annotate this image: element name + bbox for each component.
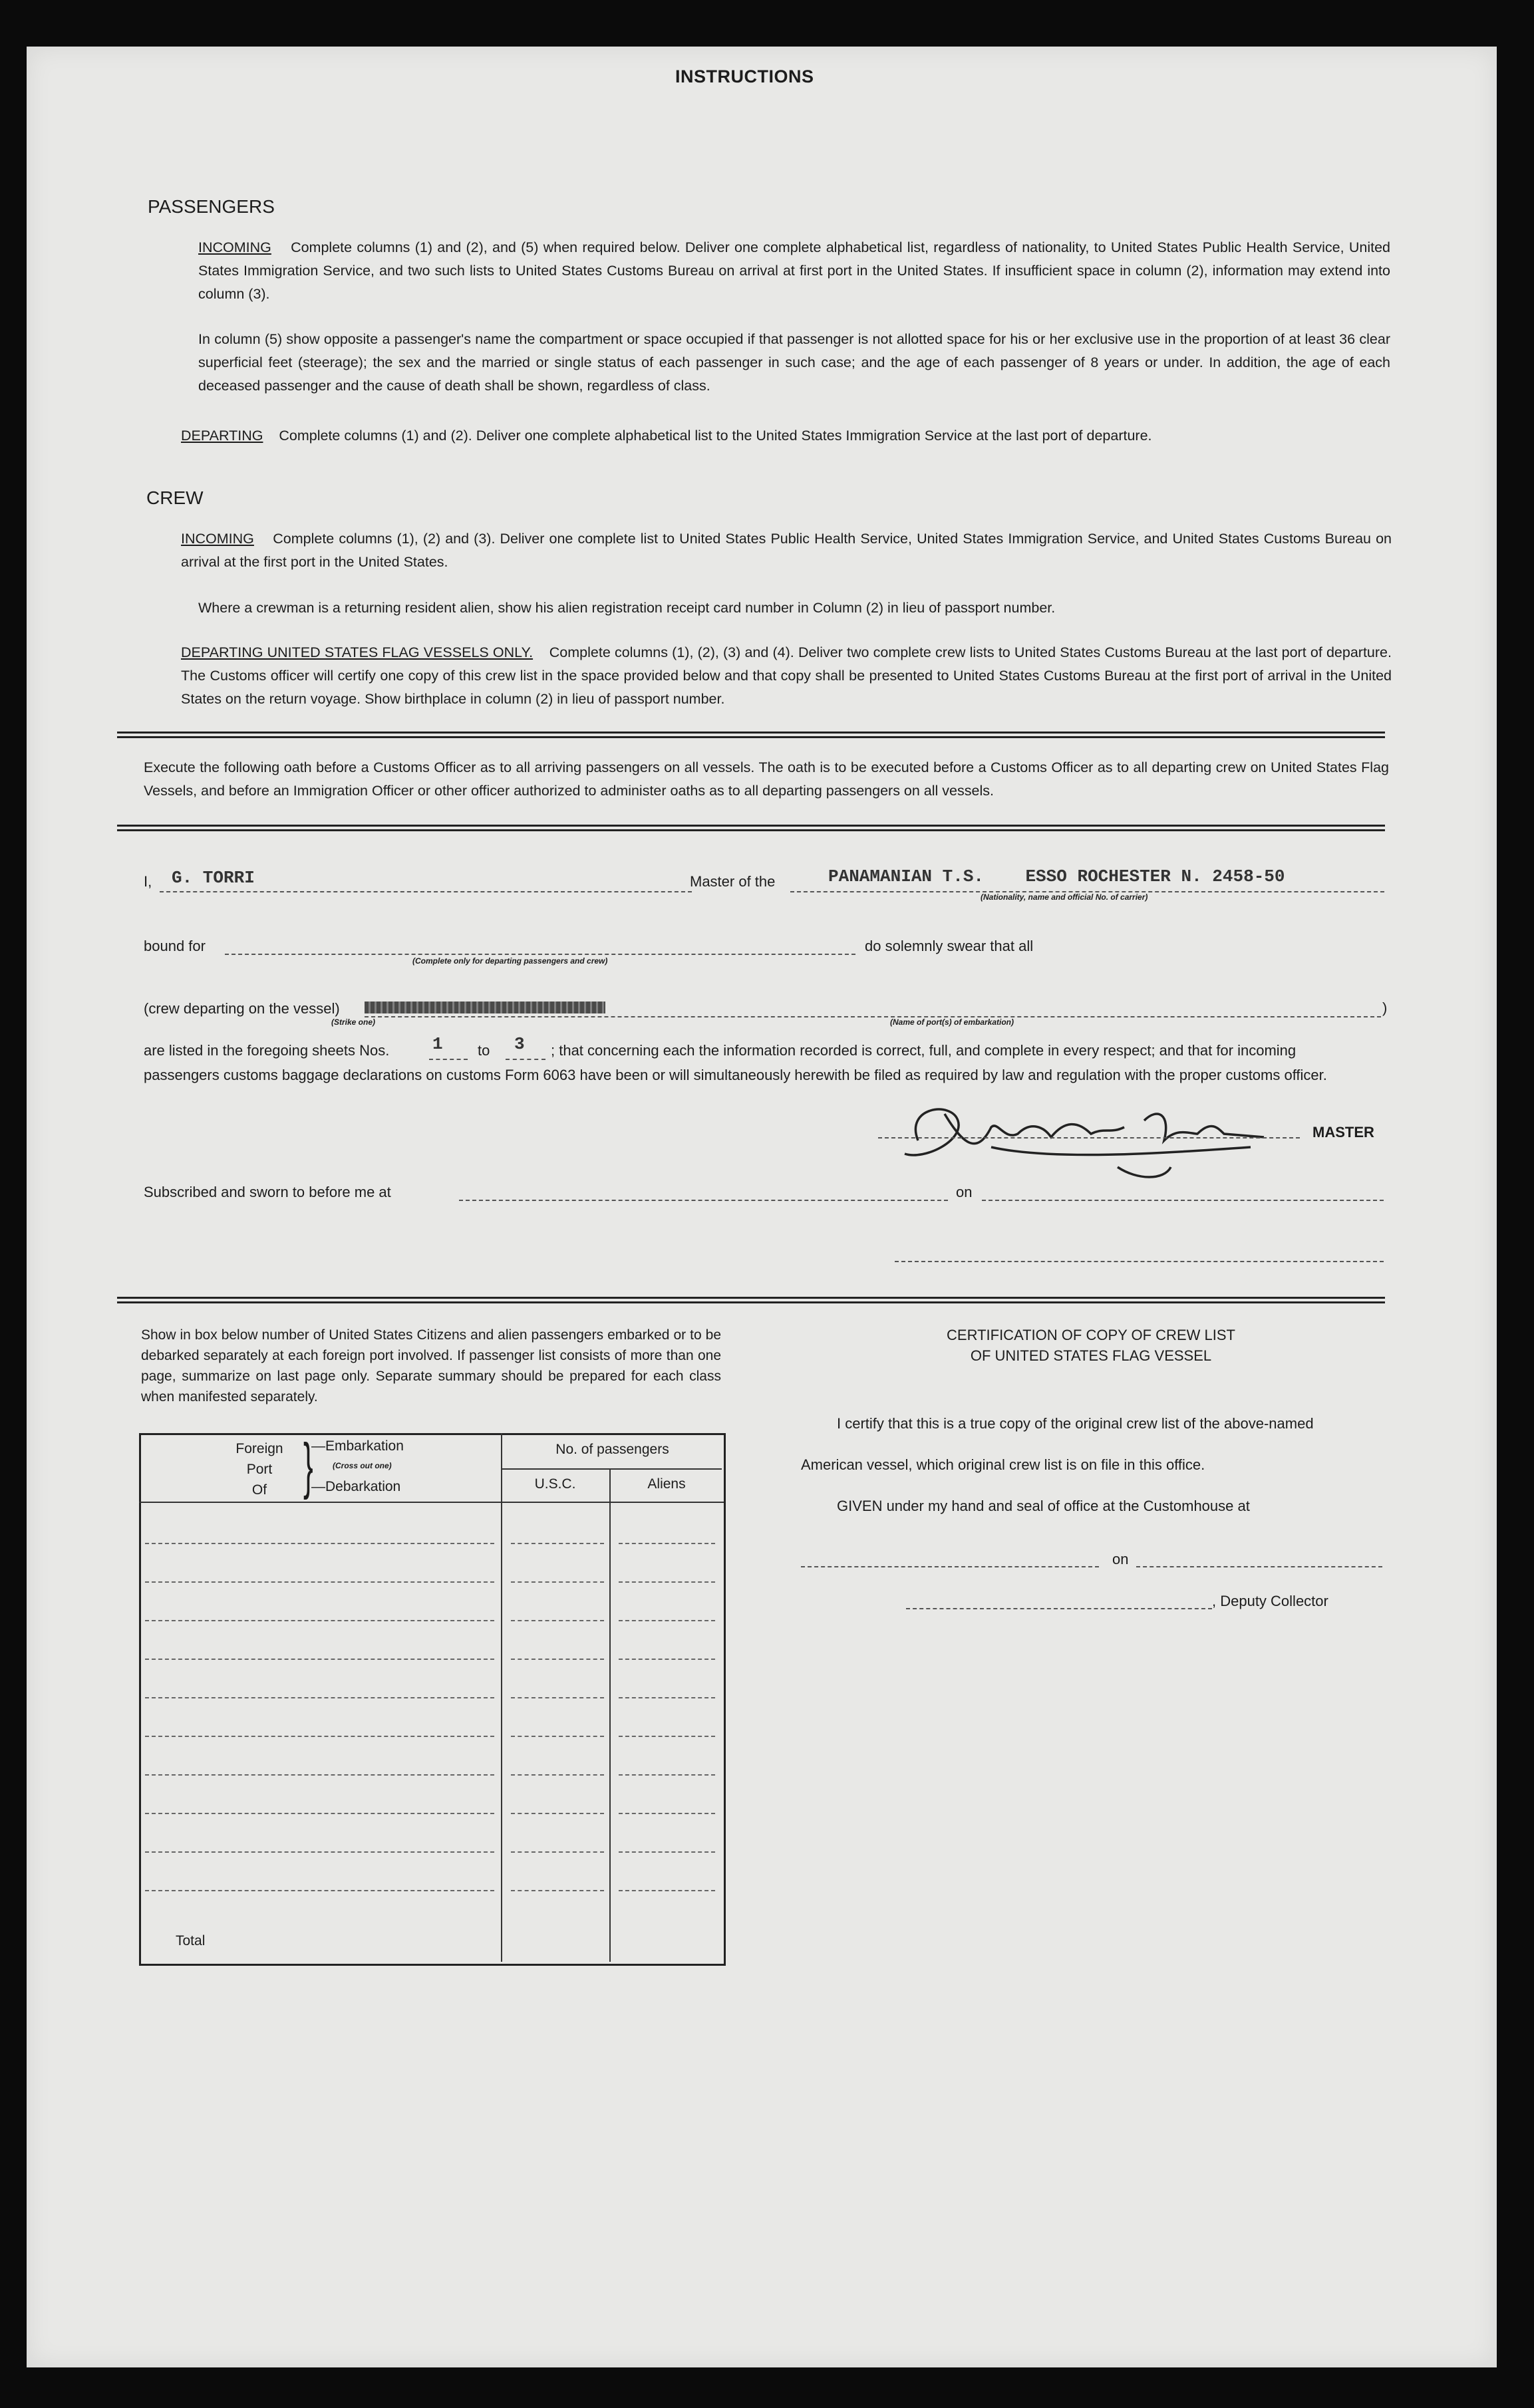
certification-text-3: GIVEN under my hand and seal of office at the Customhouse at xyxy=(837,1498,1250,1514)
officer-signature-line xyxy=(895,1261,1384,1262)
table-row xyxy=(145,1659,494,1660)
sheet-to-value: 3 xyxy=(514,1034,525,1054)
sworn-place-line xyxy=(459,1200,948,1201)
ports-caption: (Name of port(s) of embarkation) xyxy=(890,1017,1014,1027)
table-row xyxy=(145,1736,494,1737)
customhouse-place-line xyxy=(801,1566,1099,1567)
no-passengers-header: No. of passengers xyxy=(555,1442,669,1457)
passengers-departing-paragraph xyxy=(181,424,1392,448)
table-row xyxy=(145,1620,494,1621)
listed-text-3: passengers customs baggage declarations on customs Form 6063 have been or will simultaneously herewith be filed as required by law and regulation with the proper customs officer. xyxy=(144,1067,1327,1083)
bound-for-label: bound for xyxy=(144,938,206,954)
embarkation-label: —Embarkation xyxy=(311,1438,404,1454)
table-row xyxy=(511,1736,604,1737)
passenger-summary-box xyxy=(139,1433,726,1966)
summary-instruction: Show in box below number of United States Citizens and alien passengers embarked or to be debarked separately at each foreign port involved. If passenger list consists of more than one page, summarize on last page only. Separate summary should be prepared for each class when manifested separately. xyxy=(141,1327,721,1405)
foreign-port-of-label: Foreign Port Of xyxy=(235,1441,283,1498)
embarkation-ports-line xyxy=(365,1016,1381,1017)
crew-incoming-label: INCOMING xyxy=(181,531,254,547)
master-name-value: G. TORRI xyxy=(172,868,255,888)
table-row xyxy=(511,1543,604,1544)
table-row xyxy=(511,1581,604,1583)
table-row xyxy=(145,1851,494,1853)
aliens-header: Aliens xyxy=(647,1476,686,1492)
passengers-column5-paragraph: In column (5) show opposite a passenger's name the compartment or space occupied if that passenger is not allotted space for his or her exclusive use in the proportion of at least 36 clear superficial feet (steerage); the sex and the married or single status of each passenger in such case; and the age of each passenger of 8 years or under. In addition, the age of each deceased passenger and the cause of death shall be shown, regardless of class. xyxy=(198,331,1390,394)
brace-glyph: } xyxy=(303,1432,313,1501)
double-rule xyxy=(117,1297,1385,1303)
box-divider xyxy=(139,1502,724,1503)
double-rule xyxy=(117,825,1385,831)
bound-for-line xyxy=(225,954,855,955)
certification-date-line xyxy=(1136,1566,1382,1567)
carrier-value: PANAMANIAN T.S. ESSO ROCHESTER N. 2458-50 xyxy=(828,867,1285,886)
usc-header: U.S.C. xyxy=(534,1476,576,1492)
table-row xyxy=(145,1813,494,1814)
passengers-incoming-label: INCOMING xyxy=(198,239,271,255)
master-of-label: Master of the xyxy=(690,873,776,890)
double-rule xyxy=(117,732,1385,738)
certification-heading: CERTIFICATION OF COPY OF CREW LIST OF UNITED STATES FLAG VESSEL xyxy=(947,1327,1235,1364)
to-label: to xyxy=(478,1042,490,1059)
page-title: INSTRUCTIONS xyxy=(675,67,814,86)
table-row xyxy=(511,1697,604,1698)
passengers-departing-text: Complete columns (1) and (2). Deliver one complete alphabetical list to the United States Immigration Service at the last port of departure. xyxy=(279,428,1152,444)
listed-text-1: are listed in the foregoing sheets Nos. xyxy=(144,1042,390,1059)
carrier-caption: (Nationality, name and official No. of carrier) xyxy=(981,892,1148,902)
table-row xyxy=(145,1581,494,1583)
table-row xyxy=(511,1890,604,1891)
bound-for-caption: (Complete only for departing passengers and crew) xyxy=(412,956,608,966)
subscribed-label: Subscribed and sworn to before me at xyxy=(144,1184,391,1200)
table-row xyxy=(619,1890,715,1891)
passengers-incoming-text: Complete columns (1) and (2), and (5) when required below. Deliver one complete alphabetical list, regardless of nationality, to United States Public Health Service, United States Immigration Service, and two such lists to United States Customs Bureau on arrival at first port in the United States. If insufficient space in column (2), information may extend into column (3). xyxy=(198,239,1390,302)
table-row xyxy=(619,1774,715,1776)
sheet-to-line xyxy=(506,1059,545,1060)
deputy-collector-label: , Deputy Collector xyxy=(1212,1593,1328,1609)
box-divider xyxy=(501,1468,722,1470)
table-row xyxy=(511,1620,604,1621)
deputy-signature-line xyxy=(906,1608,1212,1609)
crew-incoming-text: Complete columns (1), (2) and (3). Deliver one complete list to United States Public Health Service, United States Immigration Service, and United States Customs Bureau on arrival at the first port in the United States. xyxy=(181,531,1392,570)
table-row xyxy=(619,1543,715,1544)
struck-out-text xyxy=(365,1002,605,1013)
table-row xyxy=(619,1659,715,1660)
passengers-incoming-paragraph xyxy=(198,236,1390,306)
debarkation-label: —Debarkation xyxy=(311,1479,401,1494)
crew-departing-label: (crew departing on the vessel) xyxy=(144,1000,340,1017)
master-label: MASTER xyxy=(1312,1124,1374,1140)
table-row xyxy=(619,1697,715,1698)
table-row xyxy=(511,1774,604,1776)
table-row xyxy=(619,1581,715,1583)
close-paren: ) xyxy=(1382,1000,1388,1016)
passengers-departing-label: DEPARTING xyxy=(181,428,263,444)
table-row xyxy=(511,1851,604,1853)
table-row xyxy=(511,1659,604,1660)
crew-heading: CREW xyxy=(146,487,204,508)
oath-instruction: Execute the following oath before a Customs Officer as to all arriving passengers on all vessels. The oath is to be executed before a Customs Officer as to all departing crew on United States Flag Vessels, and before an Immigration Officer or other officer authorized to administer oaths as to all departing passengers on all vessels. xyxy=(144,759,1389,799)
i-label: I, xyxy=(144,873,152,890)
swear-text: do solemnly swear that all xyxy=(865,938,1034,954)
certification-on-label: on xyxy=(1112,1551,1129,1567)
table-row xyxy=(145,1543,494,1544)
crew-departing-paragraph xyxy=(181,641,1392,711)
box-divider xyxy=(501,1433,502,1962)
master-signature xyxy=(878,1081,1304,1187)
box-divider xyxy=(609,1470,611,1962)
listed-text-2: ; that concerning each the information recorded is correct, full, and complete in every respect; and that for incoming xyxy=(551,1042,1297,1059)
master-name-line xyxy=(160,891,692,892)
table-row xyxy=(619,1620,715,1621)
sworn-on-label: on xyxy=(956,1184,973,1200)
certification-text-1: I certify that this is a true copy of the original crew list of the above-named xyxy=(837,1415,1314,1432)
crew-departing-text: Complete columns (1), (2), (3) and (4). Deliver two complete crew lists to United States Customs Bureau at the last port of departure. The Customs officer will certify one copy of this crew list in the space provided below and that copy shall be presented to United States Customs Bureau at the first port of arrival in the United States on the return voyage. Show birthplace in column (2) in lieu of passport number. xyxy=(181,644,1392,707)
crew-departing-label: DEPARTING UNITED STATES FLAG VESSELS ONLY. xyxy=(181,644,534,660)
table-row xyxy=(619,1851,715,1853)
passengers-heading: PASSENGERS xyxy=(148,196,275,217)
table-row xyxy=(145,1774,494,1776)
table-row xyxy=(145,1697,494,1698)
sworn-date-line xyxy=(982,1200,1384,1201)
table-row xyxy=(145,1890,494,1891)
table-row xyxy=(619,1736,715,1737)
crew-incoming-paragraph xyxy=(181,527,1392,574)
sheet-from-value: 1 xyxy=(432,1034,443,1054)
crew-resident-paragraph: Where a crewman is a returning resident alien, show his alien registration receipt card number in Column (2) in lieu of passport number. xyxy=(198,600,1056,616)
sheet-from-line xyxy=(429,1059,468,1060)
strike-caption: (Strike one) xyxy=(331,1017,376,1027)
table-row xyxy=(511,1813,604,1814)
cross-out-caption: (Cross out one) xyxy=(333,1461,392,1470)
total-label: Total xyxy=(176,1933,206,1948)
table-row xyxy=(619,1813,715,1814)
certification-text-2: American vessel, which original crew list is on file in this office. xyxy=(801,1456,1205,1473)
master-signature-line xyxy=(878,1137,1300,1138)
